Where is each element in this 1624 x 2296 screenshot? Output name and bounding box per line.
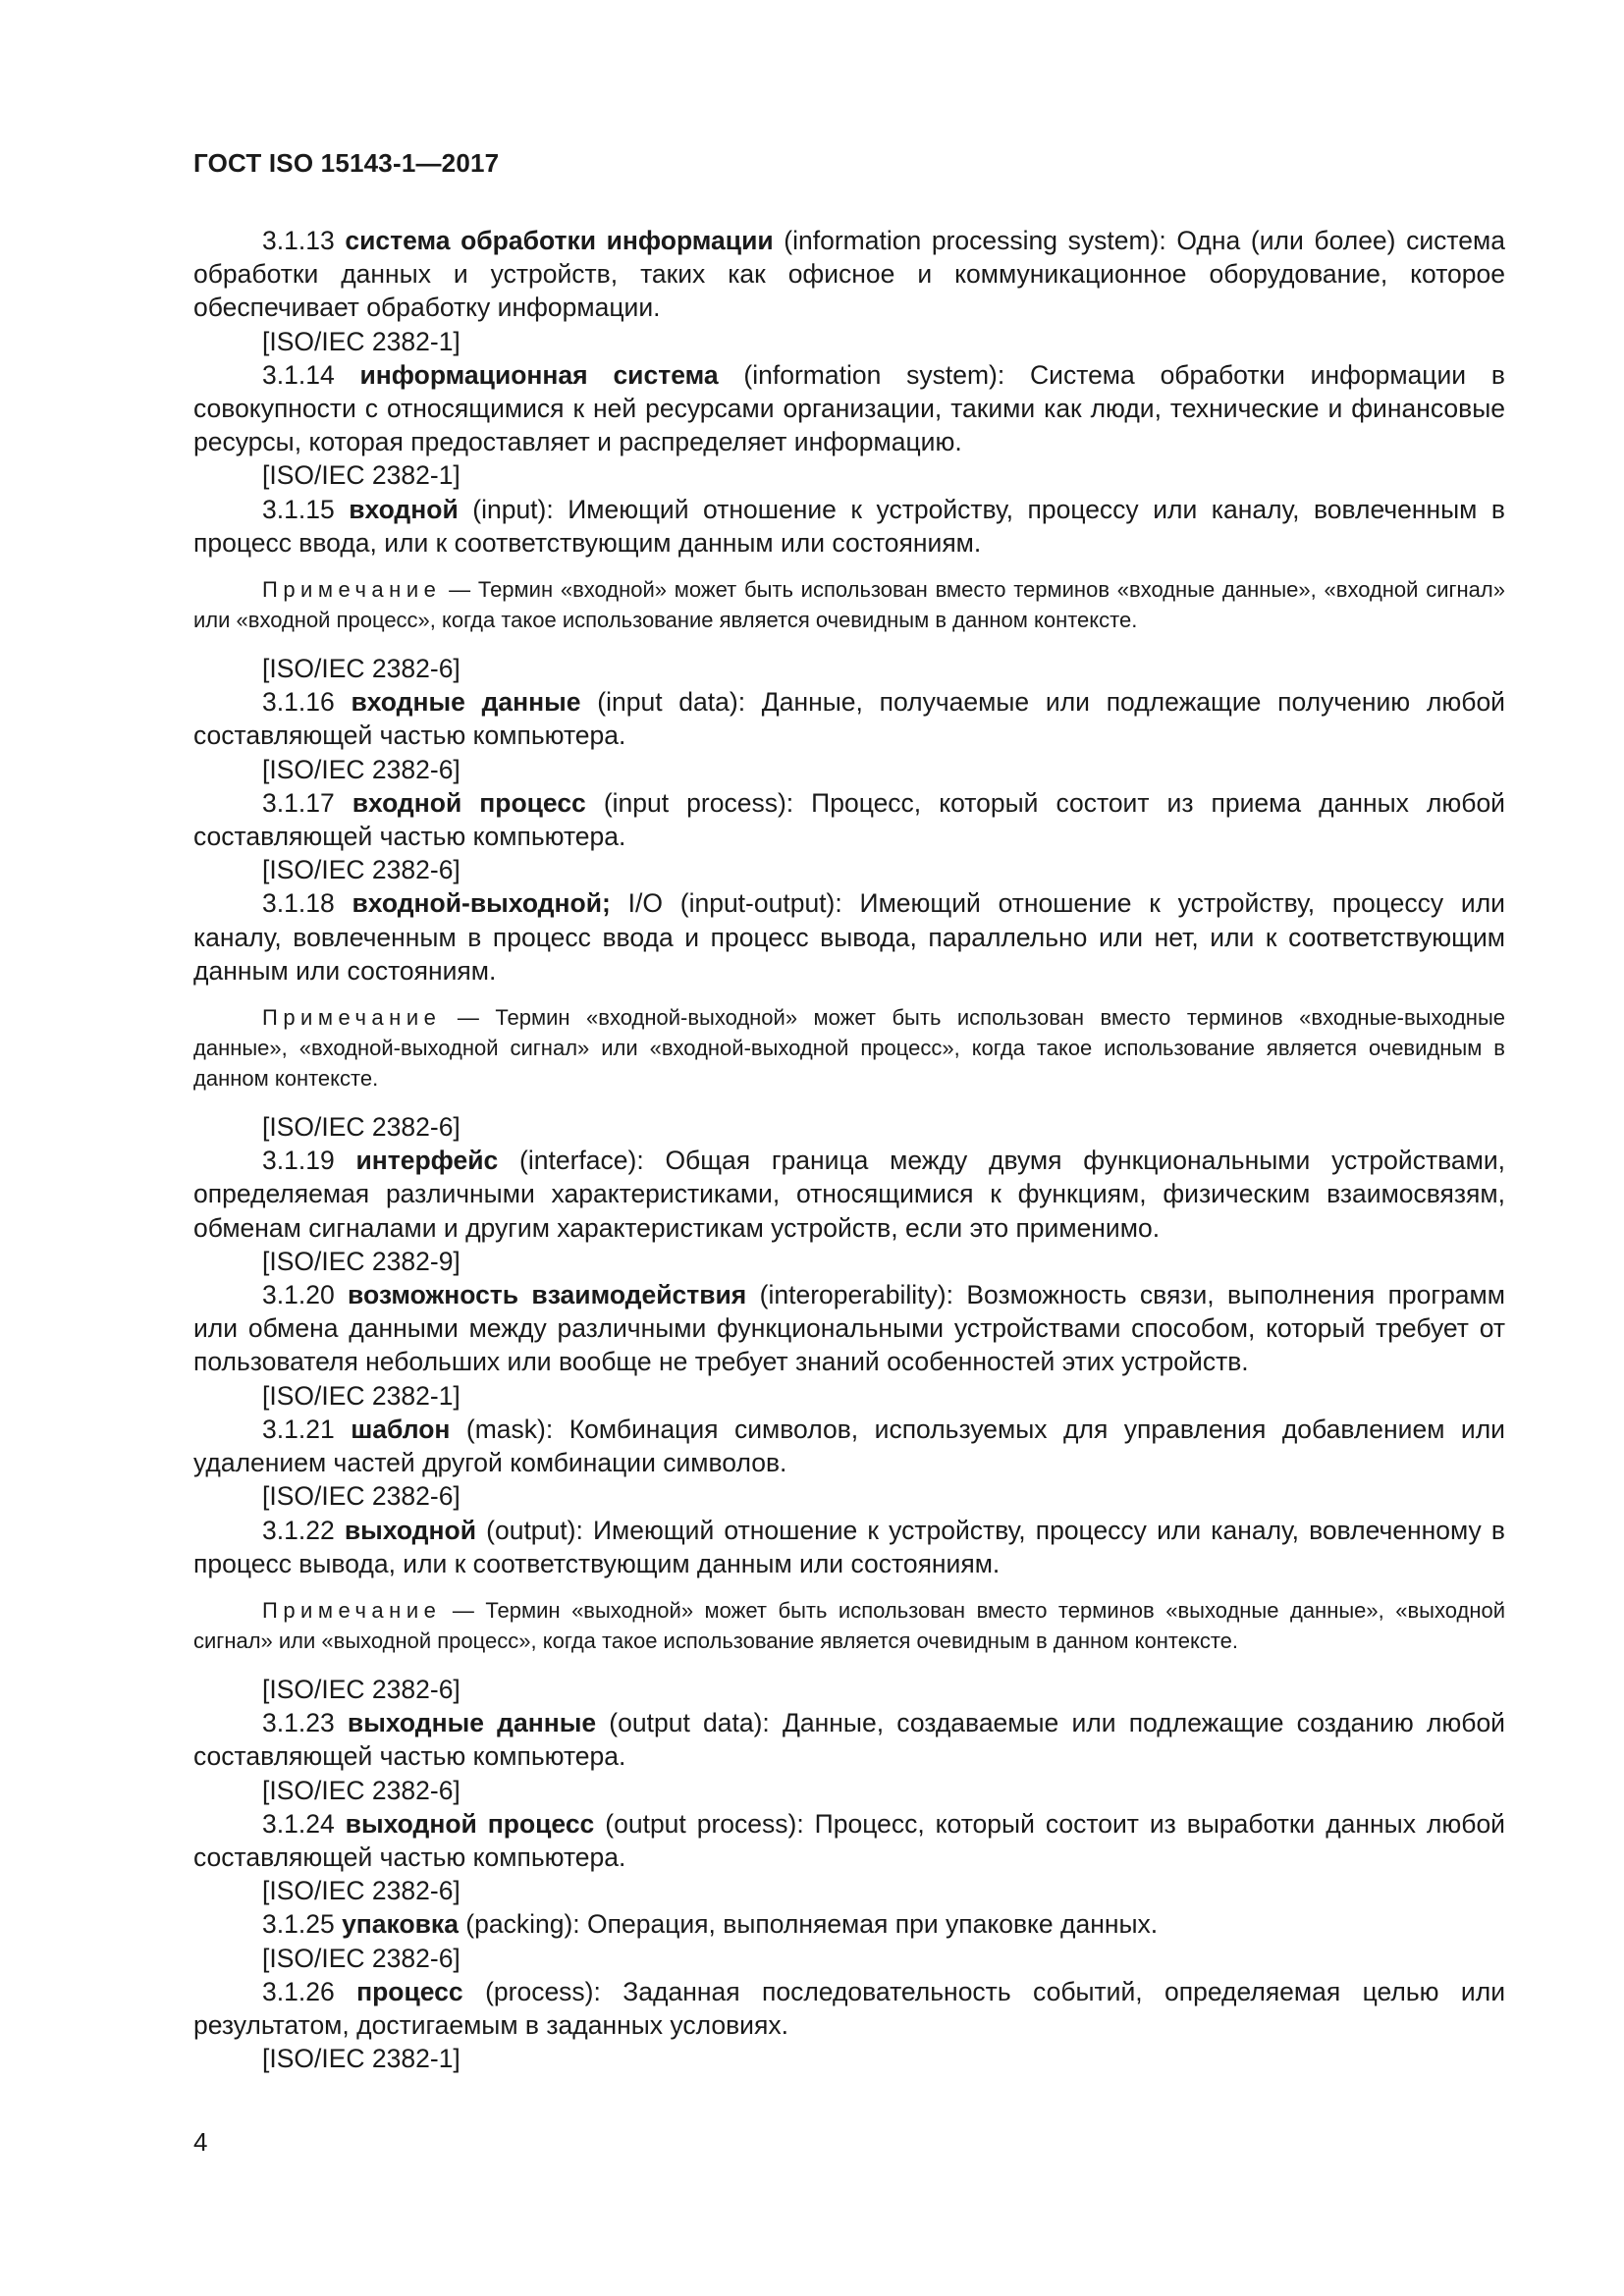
term: система обработки информации bbox=[345, 226, 774, 255]
definition-3-1-22 bbox=[193, 1514, 1505, 1580]
entry-number: 3.1.21 bbox=[262, 1414, 335, 1444]
entry-number: 3.1.13 bbox=[262, 226, 335, 255]
term: процесс bbox=[356, 1976, 463, 2006]
definition-text: (information processing system): Одна (или более) система обработки данных и устройств, таких как офисное и коммуникационное оборудование, которое обеспечивает обработку информации. bbox=[193, 226, 1505, 323]
term: упаковка bbox=[342, 1909, 459, 1940]
term: возможность взаимодействия bbox=[348, 1280, 747, 1310]
entry-number: 3.1.18 bbox=[262, 888, 335, 919]
entry-number: 3.1.15 bbox=[262, 494, 335, 524]
source-reference: [ISO/IEC 2382-6] bbox=[262, 1112, 460, 1143]
source-reference: [ISO/IEC 2382-6] bbox=[262, 855, 460, 885]
term: входной bbox=[349, 494, 459, 524]
term: интерфейс bbox=[355, 1146, 499, 1176]
note-text: — Термин «входной» может быть использован вместо терминов «входные данные», «входной сигнал» или «входной процесс», когда такое использование является очевидным в данном контексте. bbox=[193, 577, 1505, 633]
note-label: Примечание bbox=[262, 1597, 442, 1623]
definition-3-1-25 bbox=[193, 1907, 1505, 1941]
source-reference: [ISO/IEC 2382-1] bbox=[262, 2044, 460, 2074]
entry-number: 3.1.19 bbox=[262, 1146, 335, 1176]
source-reference: [ISO/IEC 2382-1] bbox=[262, 460, 460, 491]
term: входной-выходной; bbox=[352, 888, 611, 919]
source-reference: [ISO/IEC 2382-1] bbox=[262, 1380, 460, 1411]
definition-text: (output): Имеющий отношение к устройству, процессу или каналу, вовлеченному в процесс вывода, или к соответствующим данным или состояниям. bbox=[193, 1515, 1505, 1578]
term: входной процесс bbox=[352, 787, 586, 818]
source-reference: [ISO/IEC 2382-6] bbox=[262, 1876, 460, 1906]
term: выходной bbox=[344, 1515, 476, 1545]
source-reference: [ISO/IEC 2382-1] bbox=[262, 326, 460, 356]
source-reference: [ISO/IEC 2382-9] bbox=[262, 1246, 460, 1276]
definition-3-1-13 bbox=[193, 224, 1505, 325]
entry-number: 3.1.23 bbox=[262, 1708, 335, 1738]
definition-text: I/O (input-output): Имеющий отношение к устройству, процессу или каналу, вовлеченным в процесс ввода и процесс вывода, параллельно или нет, или к соответствующим данным или состояниям. bbox=[193, 888, 1505, 986]
note-text: — Термин «входной-выходной» может быть использован вместо терминов «входные-выходные данные», «входной-выходной сигнал» или «входной-выходной процесс», когда такое использование является очевидным в данном контексте. bbox=[193, 1005, 1505, 1092]
note bbox=[193, 574, 1505, 635]
source-reference: [ISO/IEC 2382-6] bbox=[262, 1481, 460, 1512]
definition-3-1-21 bbox=[193, 1413, 1505, 1479]
definition-3-1-17 bbox=[193, 786, 1505, 853]
document-header: ГОСТ ISO 15143-1—2017 bbox=[193, 148, 500, 178]
note bbox=[193, 1002, 1505, 1094]
note-label: Примечание bbox=[262, 577, 442, 603]
entry-number: 3.1.20 bbox=[262, 1280, 335, 1310]
definition-3-1-18 bbox=[193, 886, 1505, 988]
definition-text: (packing): Операция, выполняемая при упаковке данных. bbox=[458, 1909, 1159, 1940]
entry-number: 3.1.14 bbox=[262, 359, 335, 390]
note-label: Примечание bbox=[262, 1005, 442, 1031]
definition-text: (interface): Общая граница между двумя функциональными устройствами, определяемая различными характеристиками, относящимися к функциям, физическим взаимосвязям, обменам сигналами и другим характеристикам устройств, если это применимо. bbox=[193, 1146, 1505, 1243]
definition-text: (interoperability): Возможность связи, выполнения программ или обмена данными между различными функциональными устройствами способом, который требует от пользователя небольших или вообще не требует знаний особенностей этих устройств. bbox=[193, 1280, 1505, 1377]
definition-3-1-19 bbox=[193, 1144, 1505, 1245]
entry-number: 3.1.22 bbox=[262, 1515, 335, 1545]
definition-text: (input): Имеющий отношение к устройству, процессу или каналу, вовлеченным в процесс ввода, или к соответствующим данным или состояниям. bbox=[193, 494, 1505, 558]
definition-text: (output process): Процесс, который состоит из выработки данных любой составляющей частью компьютера. bbox=[193, 1808, 1505, 1872]
entry-number: 3.1.26 bbox=[262, 1976, 335, 2006]
definition-text: (information system): Система обработки информации в совокупности с относящимися к ней ресурсами организации, такими как люди, технические и финансовые ресурсы, которая предоставляет и распределяет информацию. bbox=[193, 359, 1505, 457]
definition-text: (output data): Данные, создаваемые или подлежащие созданию любой составляющей частью компьютера. bbox=[193, 1708, 1505, 1772]
term: шаблон bbox=[351, 1414, 451, 1444]
definition-3-1-20 bbox=[193, 1278, 1505, 1379]
definition-3-1-24 bbox=[193, 1807, 1505, 1874]
entry-number: 3.1.24 bbox=[262, 1808, 335, 1839]
source-reference: [ISO/IEC 2382-6] bbox=[262, 654, 460, 684]
definition-text: (process): Заданная последовательность событий, определяемая целью или результатом, достигаемым в заданных условиях. bbox=[193, 1976, 1505, 2040]
note-text: — Термин «выходной» может быть использован вместо терминов «выходные данные», «выходной сигнал» или «выходной процесс», когда такое использование является очевидным в данном контексте. bbox=[193, 1597, 1505, 1653]
note bbox=[193, 1595, 1505, 1656]
source-reference: [ISO/IEC 2382-6] bbox=[262, 1943, 460, 1973]
source-reference: [ISO/IEC 2382-6] bbox=[262, 1674, 460, 1704]
source-reference: [ISO/IEC 2382-6] bbox=[262, 1775, 460, 1805]
term: входные данные bbox=[351, 687, 581, 718]
term: информационная система bbox=[359, 359, 719, 390]
definition-3-1-26 bbox=[193, 1975, 1505, 2042]
term: выходной процесс bbox=[345, 1808, 595, 1839]
definition-3-1-15 bbox=[193, 493, 1505, 560]
definition-3-1-23 bbox=[193, 1706, 1505, 1773]
page-number: 4 bbox=[193, 2127, 208, 2157]
definition-3-1-16 bbox=[193, 685, 1505, 752]
entry-number: 3.1.17 bbox=[262, 787, 335, 818]
definition-text: (input process): Процесс, который состоит из приема данных любой составляющей частью компьютера. bbox=[193, 787, 1505, 852]
definition-text: (mask): Комбинация символов, используемых для управления добавлением или удалением частей другой комбинации символов. bbox=[193, 1414, 1505, 1478]
definitions-list bbox=[193, 224, 1505, 2075]
definition-3-1-14 bbox=[193, 358, 1505, 459]
source-reference: [ISO/IEC 2382-6] bbox=[262, 754, 460, 784]
term: выходные данные bbox=[347, 1708, 597, 1738]
entry-number: 3.1.16 bbox=[262, 687, 335, 718]
definition-text: (input data): Данные, получаемые или подлежащие получению любой составляющей частью компьютера. bbox=[193, 687, 1505, 751]
entry-number: 3.1.25 bbox=[262, 1909, 335, 1940]
